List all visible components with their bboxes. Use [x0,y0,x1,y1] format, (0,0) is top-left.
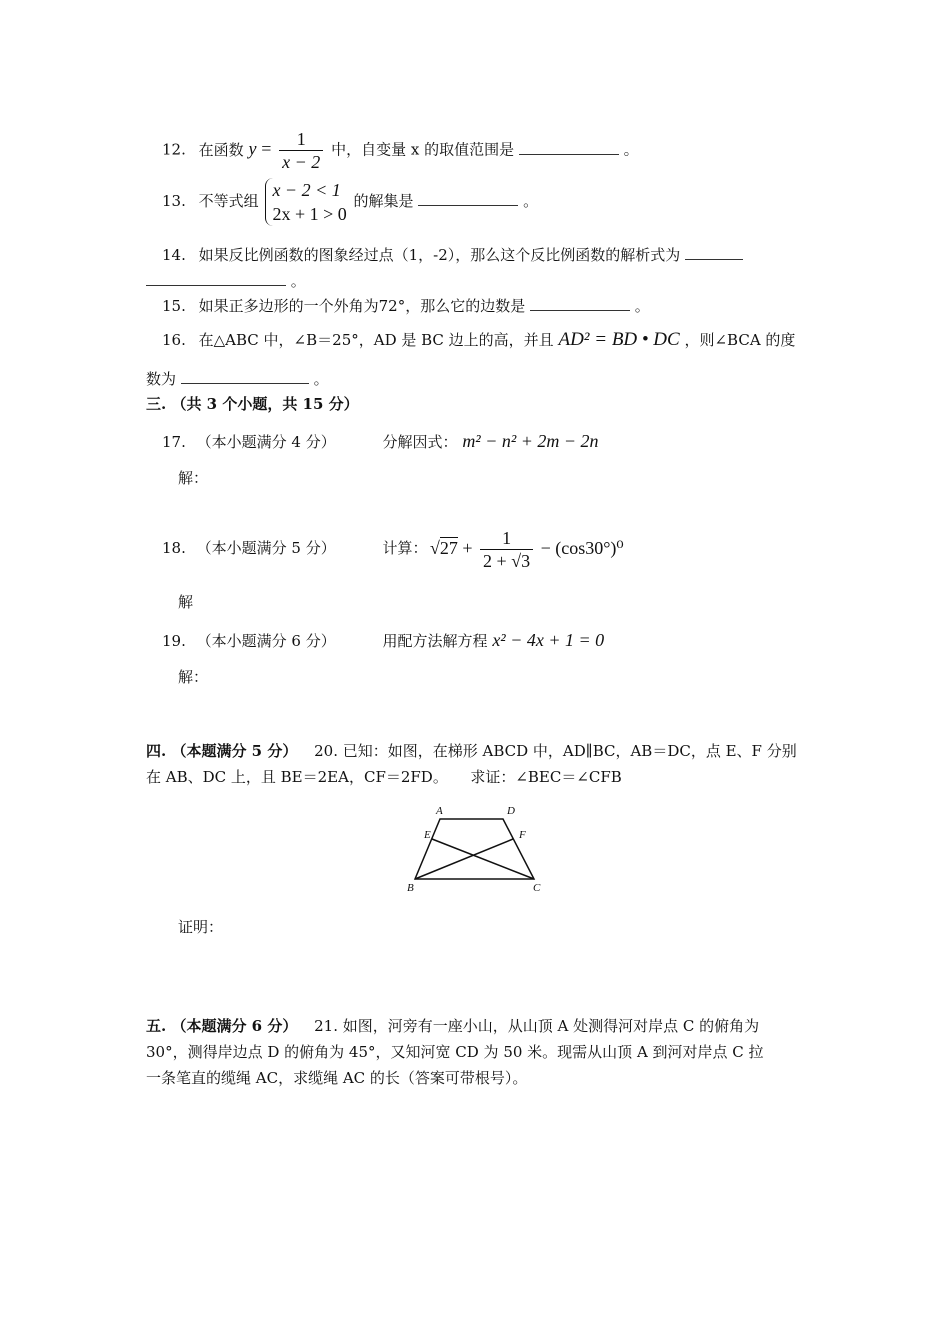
question-17: 17. （本小题满分 4 分） 分解因式： m² − n² + 2m − 2n [162,431,599,451]
question-19: 19. （本小题满分 6 分） 用配方法解方程 x² − 4x + 1 = 0 [162,630,605,650]
question-16-line2: 数为 。 [146,370,329,388]
segment-ec [432,839,534,879]
answer-label: 解： [178,668,209,686]
question-21-line3: 一条笔直的缆绳 AC，求缆绳 AC 的长（答案可带根号）。 [146,1069,528,1087]
question-15: 15. 如果正多边形的一个外角为72°，那么它的边数是 。 [162,297,650,315]
section-3-title: 三. （共 3 个小题，共 15 分） [146,395,359,413]
label-e: E [424,829,431,841]
answer-blank[interactable] [519,140,619,155]
fraction: $\frac{1}{x - 2}$ [279,128,323,173]
answer-blank[interactable] [530,296,630,311]
trapezoid-figure [400,800,560,896]
label-b: B [407,882,414,894]
answer-blank[interactable] [418,191,518,206]
formula-18: √27 + $\frac{1}{2 + √3}$ − (cos30°)⁰ [430,528,624,572]
question-21-line2: 30°，测得岸边点 D 的俯角为 45°，又知河宽 CD 为 50 米。现需从山顶 A 到河对岸点 C 拉 [146,1043,764,1061]
answer-blank[interactable] [146,271,286,286]
label-c: C [533,882,541,894]
answer-blank[interactable] [181,369,309,384]
sqrt-icon: √ [430,538,440,558]
answer-label: 解： [178,469,209,487]
fraction: $\frac{1}{2 + √3}$ [480,527,533,572]
proof-label: 证明： [178,918,224,936]
question-20: 四. （本题满分 5 分） 20. 已知：如图，在梯形 ABCD 中，AD∥BC，AB＝DC，点 E、F 分别 [146,742,797,760]
label-d: D [507,805,515,817]
question-12: 12. 在函数 y = $\frac{1}{x - 2}$ 中，自变量 x 的取值范围是 。 [162,129,639,172]
question-21: 五. （本题满分 6 分） 21. 如图，河旁有一座小山，从山顶 A 处测得河对岸点 C 的俯角为 [146,1017,760,1035]
answer-blank[interactable] [685,245,743,260]
label-f: F [519,829,526,841]
question-14-line2: 。 [146,271,306,291]
label-a: A [436,805,443,817]
question-14: 14. 如果反比例函数的图象经过点（1，-2），那么这个反比例函数的解析式为 [162,245,743,265]
answer-label: 解 [178,593,194,611]
question-13: 13. 不等式组 x − 2 < 1 2x + 1 > 0 的解集是 。 [162,180,539,224]
question-20-line2: 在 AB、DC 上，且 BE＝2EA，CF＝2FD。 求证：∠BEC＝∠CFB [146,768,622,786]
trapezoid-abcd [415,819,534,879]
inequality-system: x − 2 < 1 2x + 1 > 0 [265,178,346,226]
question-18: 18. （本小题满分 5 分） 计算： [162,539,428,557]
question-16: 16. 在△ABC 中，∠B＝25°，AD 是 BC 边上的高，并且 AD² = BD • DC ，则∠BCA 的度 [162,329,796,350]
